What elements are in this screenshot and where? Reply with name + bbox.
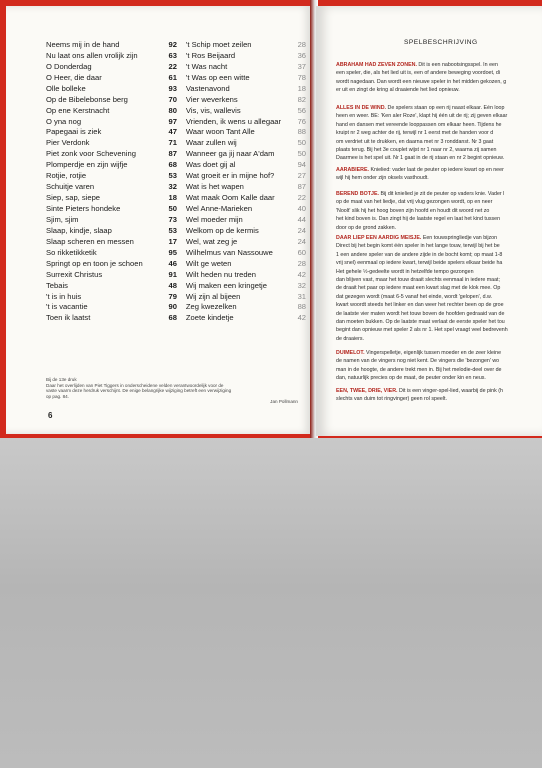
index-page-left: 50 bbox=[168, 204, 177, 214]
text-content: een speler, die, als het lied uit is, een of andere beweging voordoet, di bbox=[336, 70, 501, 77]
index-page-left: 68 bbox=[168, 160, 177, 170]
text-line bbox=[336, 387, 542, 395]
index-row bbox=[46, 94, 306, 105]
index-title-left: Springt op en toon je schoen bbox=[46, 258, 143, 268]
index-title-left: O Donderdag bbox=[46, 61, 92, 71]
index-title-right: Zoete kindetje bbox=[185, 313, 234, 323]
text-content: dan, natuurlijk precies op de maat, de peuter onder kin en neus. bbox=[336, 375, 486, 382]
index-page-left: 87 bbox=[168, 149, 177, 159]
text-line bbox=[336, 366, 542, 374]
index-page-right: 88 bbox=[297, 302, 307, 312]
index-title-left: Neems mij in de hand bbox=[46, 39, 120, 49]
game-title: DAAR LIEP EEN AARDIG MEISJE. bbox=[336, 235, 422, 241]
index-page-right: 28 bbox=[297, 39, 307, 49]
index-title-left: Surrexit Christus bbox=[46, 269, 103, 279]
index-row bbox=[46, 269, 306, 280]
text-line bbox=[336, 129, 542, 137]
text-content: er uit en zingt de kring al draaiende het lied opnieuw. bbox=[336, 87, 460, 94]
index-title-right: Wat groeit er in mijne hof? bbox=[185, 171, 275, 181]
text-line bbox=[336, 166, 542, 174]
text-content: wordt nagedaan. Dan wordt een nieuwe speler in het midden gekozen, g bbox=[336, 78, 507, 85]
index-page-left: 91 bbox=[168, 269, 177, 279]
text-line bbox=[336, 207, 542, 215]
text-line bbox=[336, 190, 542, 198]
text-line bbox=[336, 310, 542, 318]
index-page-left: 53 bbox=[168, 225, 177, 235]
index-title-left: Siep, sap, siepe bbox=[46, 193, 101, 203]
footnote-line: Bij de 13e druk bbox=[46, 377, 77, 382]
index-row bbox=[46, 127, 306, 138]
index-page-right: 18 bbox=[297, 83, 307, 93]
text-line bbox=[336, 268, 542, 276]
index-title-right: Vrienden, ik wens u allegaar bbox=[185, 116, 282, 126]
index-page-right: 27 bbox=[297, 171, 307, 181]
index-title-left: Pier Verdonk bbox=[46, 138, 90, 148]
index-page-right: 82 bbox=[297, 94, 307, 104]
text-content: dan blijven vast, maar het touw draait slechts eenmaal in iedere maat; bbox=[336, 276, 500, 283]
text-line bbox=[336, 349, 542, 357]
index-row bbox=[46, 159, 306, 170]
text-line bbox=[336, 69, 542, 77]
text-content: Dit is een vinger-spel-lied, waarbij de pink (h bbox=[397, 388, 503, 394]
index-page-right: 36 bbox=[297, 50, 307, 60]
index-page-right: 56 bbox=[297, 105, 307, 115]
index-page-right: 76 bbox=[297, 116, 307, 126]
index-title-right: Wij maken een kringetje bbox=[185, 280, 267, 290]
page-number: 6 bbox=[48, 411, 53, 420]
game-description bbox=[336, 349, 542, 383]
index-page-right: 78 bbox=[297, 72, 307, 82]
index-title-right: Was doet gij al bbox=[185, 160, 236, 170]
index-page-left: 95 bbox=[168, 247, 177, 257]
text-line bbox=[336, 198, 542, 206]
index-title-right: Wel Anne-Marieken bbox=[185, 204, 253, 214]
index-title-right: Wel moeder mijn bbox=[185, 214, 243, 224]
index-title-right: 't Schip moet zeilen bbox=[185, 39, 252, 49]
index-page-left: 48 bbox=[168, 280, 177, 290]
index-row bbox=[46, 280, 306, 291]
index-row bbox=[46, 148, 306, 159]
text-content: heen en weer. BE: 'Ken aler Roze', klapt hij één uit de rij; zij geven elkaar bbox=[336, 113, 508, 120]
index-title-left: Rotjie, rotjie bbox=[46, 171, 87, 181]
index-title-right: 't Was nacht bbox=[185, 61, 228, 71]
index-page-right: 94 bbox=[297, 160, 307, 170]
index-row bbox=[46, 192, 306, 203]
text-line bbox=[336, 138, 542, 146]
game-title: ABRAHAM HAD ZEVEN ZONEN. bbox=[336, 62, 417, 68]
text-content: hand en dansen met vereende looppassen om elkaar heen. Tijdens he bbox=[336, 121, 502, 128]
index-title-left: Slaap, kindje, slaap bbox=[46, 225, 112, 235]
text-content: De spelers staan op een rij naast elkaar. Eén loop bbox=[386, 105, 505, 111]
index-title-right: Wij zijn al bijeen bbox=[185, 291, 241, 301]
text-content: de draaiers. bbox=[336, 335, 364, 342]
index-title-left: Op de Bibelebonse berg bbox=[46, 94, 128, 104]
index-page-left: 73 bbox=[168, 214, 177, 224]
song-index bbox=[46, 39, 306, 323]
index-title-right: Wilt heden nu treden bbox=[185, 269, 256, 279]
game-description bbox=[336, 104, 542, 163]
index-title-left: Nu laat ons allen vrolijk zijn bbox=[46, 50, 138, 60]
text-line bbox=[336, 326, 542, 334]
index-title-left: O yna nog bbox=[46, 116, 82, 126]
index-title-left: Tebais bbox=[46, 280, 68, 290]
index-page-left: 22 bbox=[168, 61, 177, 71]
left-page bbox=[6, 6, 312, 434]
index-title-right: Wanneer ga jij naar A'dam bbox=[185, 149, 275, 159]
index-page-right: 50 bbox=[297, 149, 307, 159]
index-row bbox=[46, 291, 306, 302]
index-title-right: 't Ros Beijaard bbox=[185, 50, 236, 60]
index-page-left: 90 bbox=[168, 302, 177, 312]
index-row bbox=[46, 302, 306, 313]
index-row bbox=[46, 170, 306, 181]
footnote-line: vaste vaarm deze herdruk verschijnt. De enige belangrijke wijziging betreft een verwijziging bbox=[46, 388, 232, 394]
text-content: Knielied: vader laat de peuter op iedere kwart op en neer bbox=[368, 167, 504, 173]
text-line bbox=[336, 276, 542, 284]
text-line bbox=[336, 215, 542, 223]
index-page-right: 42 bbox=[297, 313, 307, 323]
index-title-right: Vastenavond bbox=[185, 83, 230, 93]
index-row bbox=[46, 105, 306, 116]
index-row bbox=[46, 203, 306, 214]
game-description bbox=[336, 387, 542, 404]
text-content: Vingerspelletje, eigenlijk tussen moeder en de zeer kleine bbox=[364, 350, 502, 356]
text-line bbox=[336, 318, 542, 326]
text-content: Bij dit knielied je zit de peuter op vaders knie. Vader l bbox=[378, 191, 505, 197]
footnote-line: op pag. 84. bbox=[46, 393, 69, 399]
index-title-right: Wat maak Oom Kalle daar bbox=[185, 193, 275, 203]
index-page-left: 71 bbox=[168, 138, 177, 148]
text-line bbox=[336, 78, 542, 86]
index-page-right: 60 bbox=[297, 247, 307, 257]
text-line bbox=[336, 293, 542, 301]
text-content: dan moeten bukken. Op de laatste maat verlaat de eerste speler het tou bbox=[336, 318, 505, 325]
text-content: de laatste vier maten wordt het touw boven de hoofden gedraaid van de bbox=[336, 310, 505, 317]
index-page-left: 63 bbox=[168, 50, 177, 60]
text-content: wijl hij hem onder zijn oksels vasthoudt. bbox=[336, 175, 429, 182]
text-content: plaats terug. Bij het 3e couplet wijst nr 1 naar nr 2, waarna zij samen bbox=[336, 146, 497, 153]
index-title-left: Sjim, sjim bbox=[46, 214, 79, 224]
index-page-right: 32 bbox=[297, 280, 307, 290]
text-line bbox=[336, 146, 542, 154]
index-row bbox=[46, 50, 306, 61]
index-page-left: 17 bbox=[168, 236, 177, 246]
index-title-left: Papegaai is ziek bbox=[46, 127, 102, 137]
index-page-left: 92 bbox=[168, 39, 177, 49]
text-line bbox=[336, 154, 542, 162]
text-content: om verdriet uit te drukken, en daarna met nr 3 ronddanst. Nr 3 gaat bbox=[336, 138, 494, 145]
text-content: het kind boven is. Dan zingt hij de laatste regel en laat het kind tussen bbox=[336, 216, 501, 223]
game-description bbox=[336, 61, 542, 95]
text-content: 'Noolt' slik hij het hoog boven zijn hoofd en houdt dit woord net zo bbox=[336, 207, 490, 214]
index-row bbox=[46, 116, 306, 127]
game-title: BEREND BOTJE. bbox=[336, 191, 379, 197]
index-page-left: 68 bbox=[168, 313, 177, 323]
text-line bbox=[336, 301, 542, 309]
text-line bbox=[336, 224, 542, 232]
index-page-left: 70 bbox=[168, 94, 177, 104]
index-page-left: 32 bbox=[168, 182, 177, 192]
index-row bbox=[46, 181, 306, 192]
index-title-left: Slaap scheren en messen bbox=[46, 236, 134, 246]
index-row bbox=[46, 39, 306, 50]
page-heading: SPELBESCHRIJVING bbox=[404, 39, 478, 46]
index-title-left: Piet zonk voor Schevening bbox=[46, 149, 136, 159]
text-content: kruipt nr 2 weg achter de rij, terwijl nr 1 eerst met de handen voor d bbox=[336, 130, 494, 137]
game-description bbox=[336, 166, 542, 183]
index-title-right: Wilt ge weten bbox=[185, 258, 232, 268]
text-line bbox=[336, 104, 542, 112]
text-line bbox=[336, 121, 542, 129]
index-page-right: 37 bbox=[297, 61, 307, 71]
index-page-left: 47 bbox=[168, 127, 177, 137]
text-content: vrij snel) eenmaal op iedere kwart, terwijl beide spelers elkaar beide ha bbox=[336, 260, 503, 267]
index-title-left: Toen ik laatst bbox=[46, 313, 91, 323]
index-title-right: Waar woon Tant Alle bbox=[185, 127, 255, 137]
index-row bbox=[46, 83, 306, 94]
text-content: dat gezegen wordt (maat 6-5 vanaf het einde, wordt 'gelopen', d.w. bbox=[336, 293, 493, 300]
index-title-right: Waar zullen wij bbox=[185, 138, 237, 148]
index-title-left: Olle bolleke bbox=[46, 83, 86, 93]
text-line bbox=[336, 112, 542, 120]
text-line bbox=[336, 357, 542, 365]
index-page-left: 46 bbox=[168, 258, 177, 268]
game-title: EEN, TWEE, DRIE, VIER. bbox=[336, 388, 398, 394]
index-title-left: 't is in huis bbox=[46, 291, 82, 301]
index-page-right: 22 bbox=[297, 193, 307, 203]
index-page-left: 18 bbox=[168, 193, 177, 203]
text-line bbox=[336, 395, 542, 403]
game-title: ALLES IN DE WIND. bbox=[336, 105, 387, 111]
footnote-line: Daar het overlijden van Piet Tiggers in onderscheidene velden verantwoordelijk voor de bbox=[46, 382, 224, 388]
index-page-right: 42 bbox=[297, 269, 307, 279]
text-content: 1 een andere speler van de andere zijde in de bocht komt; op maat 1-8 bbox=[336, 251, 503, 258]
index-page-right: 24 bbox=[297, 236, 307, 246]
right-page bbox=[316, 6, 542, 436]
text-content: man in de hoogte, de andere trekt men in. Bij het melodie-deel over de bbox=[336, 366, 502, 373]
index-page-left: 93 bbox=[168, 83, 177, 93]
text-line bbox=[336, 259, 542, 267]
text-content: begint dan opnieuw met speler 2 als nr 1. Het spel vraagt veel bedrevenh bbox=[336, 327, 508, 334]
index-page-right: 88 bbox=[297, 127, 307, 137]
index-title-left: 't is vacantie bbox=[46, 302, 88, 312]
index-row bbox=[46, 214, 306, 225]
index-title-right: Wat is het wapen bbox=[185, 182, 244, 192]
index-page-right: 24 bbox=[297, 225, 307, 235]
text-content: Dit is een nabootsingsspel. In een bbox=[416, 62, 498, 68]
index-page-right: 28 bbox=[297, 258, 307, 268]
index-title-left: Sinte Pieters hondeke bbox=[46, 204, 121, 214]
index-title-right: Zeg kwezelken bbox=[185, 302, 237, 312]
index-title-right: Wilhelmus van Nassouwe bbox=[185, 247, 273, 257]
text-line bbox=[336, 374, 542, 382]
footnote bbox=[46, 377, 298, 405]
text-content: op de maat van het liedje, dat vrij vlug gezongen wordt, op en neer bbox=[336, 199, 493, 206]
text-line bbox=[336, 86, 542, 94]
index-row bbox=[46, 61, 306, 72]
index-title-left: So rikketikketik bbox=[46, 247, 97, 257]
index-page-right: 44 bbox=[297, 214, 307, 224]
text-content: door op de grond zakken. bbox=[336, 224, 397, 231]
index-page-right: 50 bbox=[297, 138, 307, 148]
text-content: Een touwspringliedje van bijzon bbox=[421, 235, 498, 241]
index-row bbox=[46, 236, 306, 247]
index-row bbox=[46, 247, 306, 258]
index-title-right: Vis, vis, wallevis bbox=[185, 105, 241, 115]
text-content: de draait het paar op iedere maat een kwart slag met de klok mee. Op bbox=[336, 285, 501, 292]
index-page-left: 79 bbox=[168, 291, 177, 301]
text-content: Direct bij het begin komt één speler in het lange touw, terwijl bij het be bbox=[336, 243, 500, 250]
text-content: Daarmee is het spel uit. Nr 1 gaat in de rij staan en nr 2 begint opnieuw. bbox=[336, 155, 505, 162]
text-content: de namen van de vingers nog niet kent. De vingers die 'bezongen' wo bbox=[336, 358, 500, 365]
index-title-left: Schuitje varen bbox=[46, 182, 95, 192]
text-line bbox=[336, 234, 542, 242]
index-page-right: 87 bbox=[297, 182, 307, 192]
index-page-left: 53 bbox=[168, 171, 177, 181]
scanner-background bbox=[0, 438, 542, 768]
footnote-signature: Jan Pollmann bbox=[270, 399, 298, 405]
index-row bbox=[46, 225, 306, 236]
index-row bbox=[46, 137, 306, 148]
text-line bbox=[336, 284, 542, 292]
index-page-left: 61 bbox=[168, 72, 177, 82]
text-line bbox=[336, 335, 542, 343]
index-title-right: Welkom op de kermis bbox=[185, 225, 259, 235]
index-page-left: 80 bbox=[168, 105, 177, 115]
index-page-right: 31 bbox=[297, 291, 307, 301]
index-page-left: 97 bbox=[168, 116, 177, 126]
index-title-left: O Heer, die daar bbox=[46, 72, 102, 82]
text-line bbox=[336, 174, 542, 182]
text-content: slechts van duim tot ringvinger) geen rol speelt. bbox=[336, 396, 447, 403]
text-line bbox=[336, 251, 542, 259]
index-title-right: Wel, wat zeg je bbox=[185, 236, 238, 246]
index-title-left: Plomperdje en zijn wijfje bbox=[46, 160, 128, 170]
game-description bbox=[336, 190, 542, 232]
game-title: AARABIERE. bbox=[336, 167, 369, 173]
index-title-left: Op ene Kerstnacht bbox=[46, 105, 110, 115]
text-line bbox=[336, 242, 542, 250]
index-title-right: 't Was op een witte bbox=[185, 72, 250, 82]
text-content: Het gehele ½-gedeelte wordt in hetzelfde tempo gezongen bbox=[336, 268, 474, 275]
index-row bbox=[46, 72, 306, 83]
text-line bbox=[336, 61, 542, 69]
game-title: DUIMELOT. bbox=[336, 350, 365, 356]
index-row bbox=[46, 258, 306, 269]
index-row bbox=[46, 312, 306, 323]
game-description bbox=[336, 234, 542, 343]
index-title-right: Vier weverkens bbox=[185, 94, 238, 104]
index-page-right: 40 bbox=[297, 204, 307, 214]
text-content: kwart woordt steeds het linker en dan weer het rechter been op de groe bbox=[336, 302, 504, 309]
